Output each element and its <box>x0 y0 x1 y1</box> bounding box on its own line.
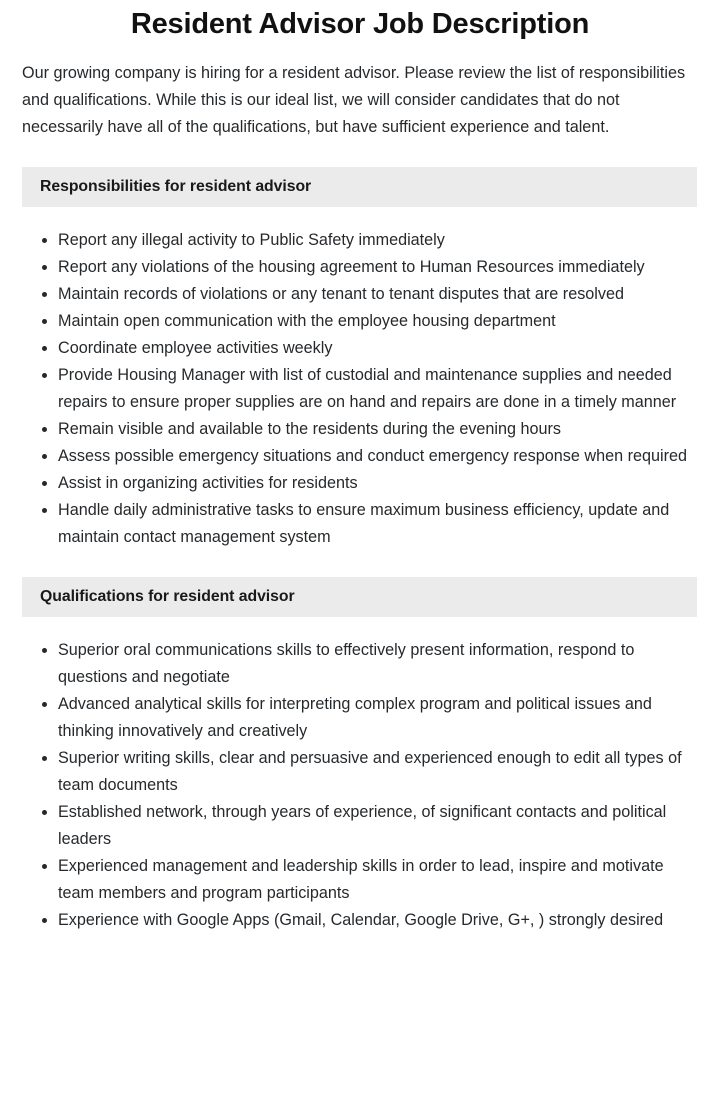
list-item: Report any illegal activity to Public Safety immediately <box>0 227 697 254</box>
list-item: Established network, through years of experience, of significant contacts and political leaders <box>0 799 697 853</box>
list-item: Superior writing skills, clear and persuasive and experienced enough to edit all types of team documents <box>0 745 697 799</box>
list-item: Maintain open communication with the employee housing department <box>0 308 697 335</box>
list-item: Handle daily administrative tasks to ensure maximum business efficiency, update and maintain contact management system <box>0 497 697 551</box>
list-item: Remain visible and available to the residents during the evening hours <box>0 416 697 443</box>
list-item: Superior oral communications skills to effectively present information, respond to questions and negotiate <box>0 637 697 691</box>
page-title: Resident Advisor Job Description <box>130 8 590 40</box>
section-heading-label: Responsibilities for resident advisor <box>40 178 312 195</box>
list-item: Advanced analytical skills for interpreting complex program and political issues and thinking innovatively and creatively <box>0 691 697 745</box>
list-item: Experienced management and leadership skills in order to lead, inspire and motivate team members and program participants <box>0 853 697 907</box>
responsibilities-list <box>0 227 720 551</box>
list-item: Assist in organizing activities for residents <box>0 470 697 497</box>
list-item: Provide Housing Manager with list of custodial and maintenance supplies and needed repairs to ensure proper supplies are on hand and repairs are done in a timely manner <box>0 362 697 416</box>
section-responsibilities <box>0 167 720 551</box>
section-heading-label: Qualifications for resident advisor <box>40 588 295 605</box>
list-item: Assess possible emergency situations and conduct emergency response when required <box>0 443 697 470</box>
list-item: Coordinate employee activities weekly <box>0 335 697 362</box>
intro-paragraph: Our growing company is hiring for a resident advisor. Please review the list of responsibilities and qualifications. While this is our ideal list, we will consider candidates that do not necessarily have all of the qualifications, but have sufficient experience and talent. <box>22 64 686 136</box>
list-item: Experience with Google Apps (Gmail, Calendar, Google Drive, G+, ) strongly desired <box>0 907 697 934</box>
section-header-responsibilities <box>22 167 697 207</box>
section-qualifications <box>0 577 720 934</box>
list-item: Maintain records of violations or any tenant to tenant disputes that are resolved <box>0 281 697 308</box>
qualifications-list <box>0 637 720 934</box>
list-item: Report any violations of the housing agreement to Human Resources immediately <box>0 254 697 281</box>
section-header-qualifications <box>22 577 697 617</box>
